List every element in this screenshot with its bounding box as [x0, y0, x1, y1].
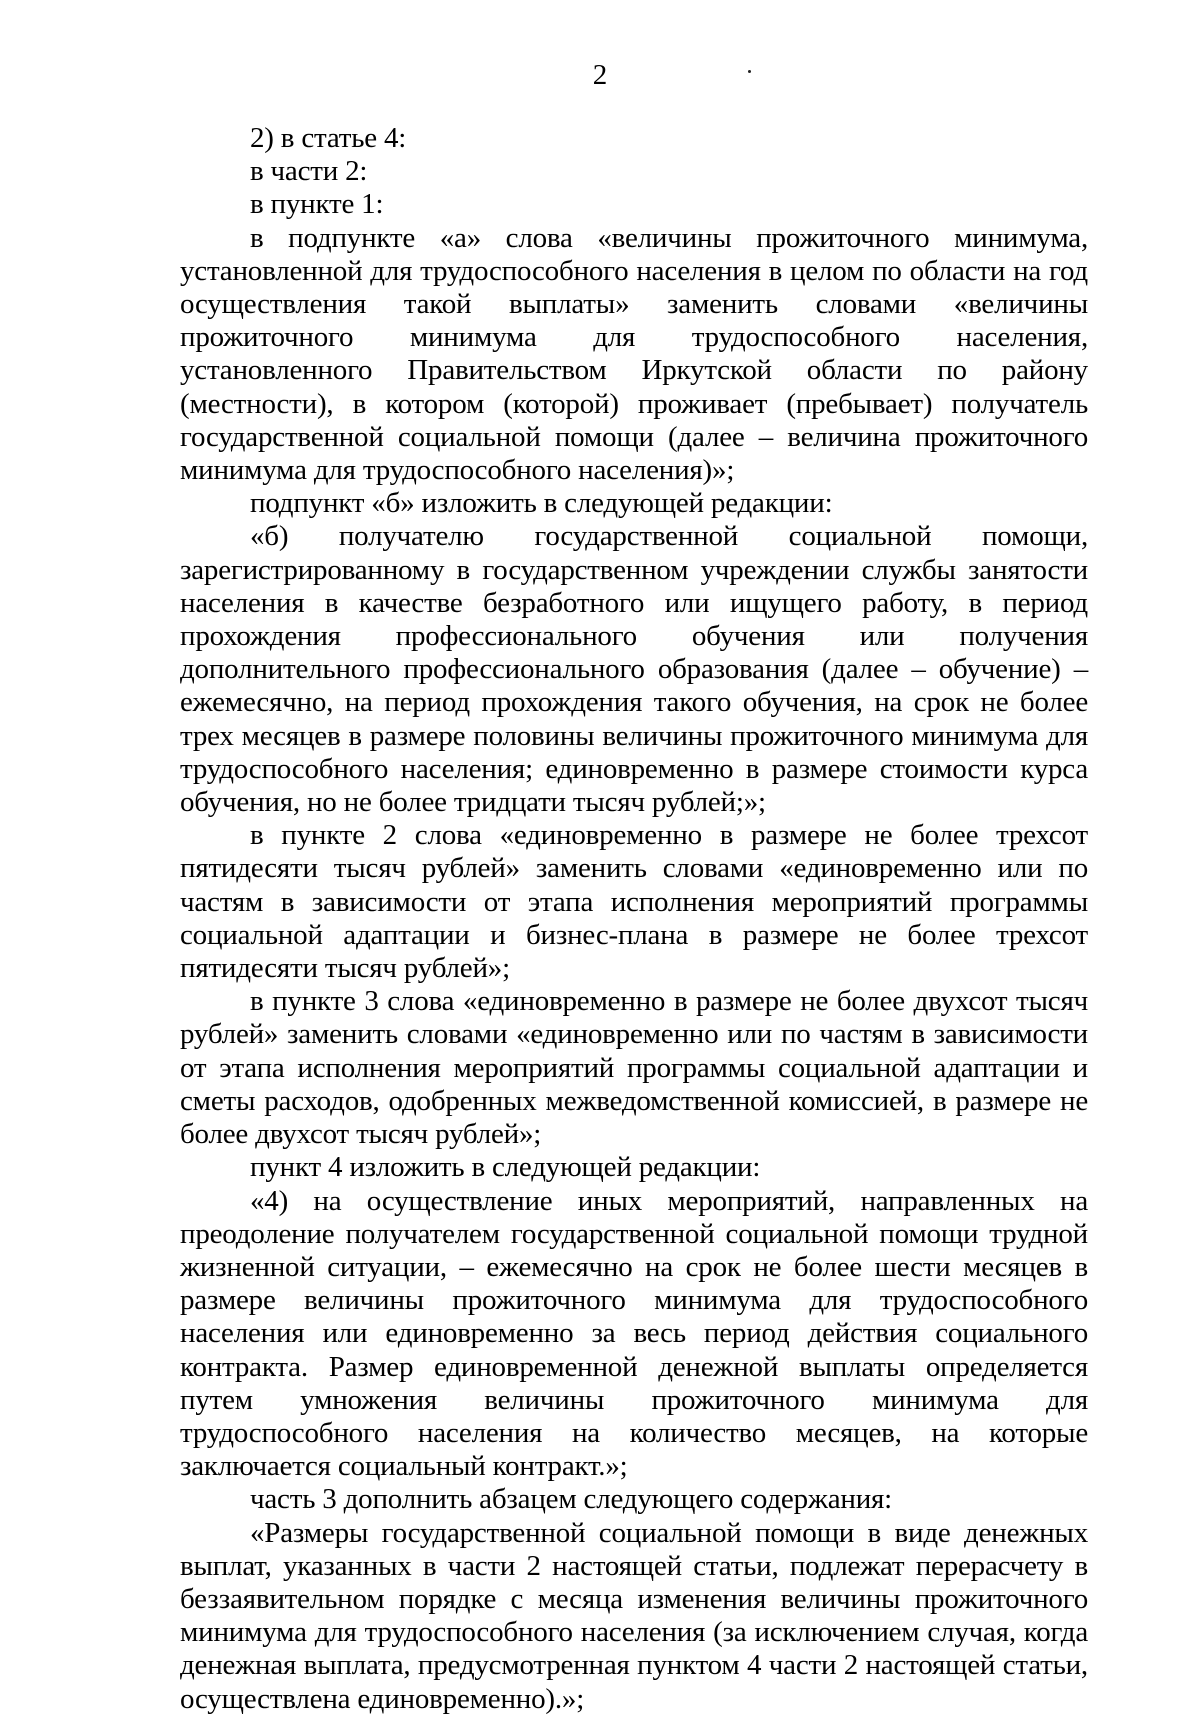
page-number: 2 — [592, 59, 608, 91]
paragraph-part-2: в части 2: — [250, 155, 368, 188]
paragraph-article-4: 2) в статье 4: — [250, 122, 407, 154]
paragraph-subpoint-a-amendment: в подпункте «а» слова «величины прожиточного минимума, установленной для трудоспособного населения в целом по области на год осуществления такой выплаты» заменить словами «величины прожиточного минимума для трудоспособного населения, установленного Правительством Иркутской области по району (местности), в котором (которой) проживает (пребывает) получатель государственной социальной помощи (далее – величина прожиточного минимума для трудоспособного населения)»; — [180, 221, 1088, 487]
paragraph-subpoint-b-heading: подпункт «б» изложить в следующей редакции: — [250, 487, 833, 520]
paragraph-point-4-heading: пункт 4 изложить в следующей редакции: — [250, 1151, 761, 1184]
paragraph-subpoint-b-text: «б) получателю государственной социальной помощи, зарегистрированному в государственном учреждении службы занятости населения в качестве безработного или ищущего работу, в период прохождения профессионального обучения или получения дополнительного профессионального образования (далее – обучение) – ежемесячно, на период прохождения такого обучения, на срок не более трех месяцев в размере половины величины прожиточного минимума для трудоспособного населения; единовременно в размере стоимости курса обучения, но не более тридцати тысяч рублей;»; — [180, 520, 1088, 819]
paragraph-point-4-text: «4) на осуществление иных мероприятий, направленных на преодоление получателем государственной социальной помощи трудной жизненной ситуации, – ежемесячно на срок не более шести месяцев в размере величины прожиточного минимума для трудоспособного населения или единовременно за весь период действия социального контракта. Размер единовременной денежной выплаты определяется путем умножения величины прожиточного минимума для трудоспособного населения на количество месяцев, на которые заключается социальный контракт.»; — [180, 1184, 1088, 1483]
paragraph-point-2-amendment: в пункте 2 слова «единовременно в размере не более трехсот пятидесяти тысяч рублей» заменить словами «единовременно или по частям в зависимости от этапа исполнения мероприятий программы социальной адаптации и бизнес-плана в размере не более трехсот пятидесяти тысяч рублей»; — [180, 819, 1088, 985]
paragraph-part-3-text: «Размеры государственной социальной помощи в виде денежных выплат, указанных в части 2 настоящей статьи, подлежат перерасчету в беззаявительном порядке с месяца изменения величины прожиточного минимума для трудоспособного населения (за исключением случая, когда денежная выплата, предусмотренная пунктом 4 части 2 настоящей статьи, осуществлена единовременно).»; — [180, 1516, 1088, 1715]
paragraph-point-3-amendment: в пункте 3 слова «единовременно в размере не более двухсот тысяч рублей» заменить словами «единовременно или по частям в зависимости от этапа исполнения мероприятий программы социальной адаптации и сметы расходов, одобренных межведомственной комиссией, в размере не более двухсот тысяч рублей»; — [180, 985, 1088, 1151]
paragraph-part-3-heading: часть 3 дополнить абзацем следующего содержания: — [250, 1483, 893, 1516]
paragraph-point-1: в пункте 1: — [250, 188, 384, 221]
scan-speck — [748, 70, 751, 73]
document-body — [180, 122, 1088, 1716]
